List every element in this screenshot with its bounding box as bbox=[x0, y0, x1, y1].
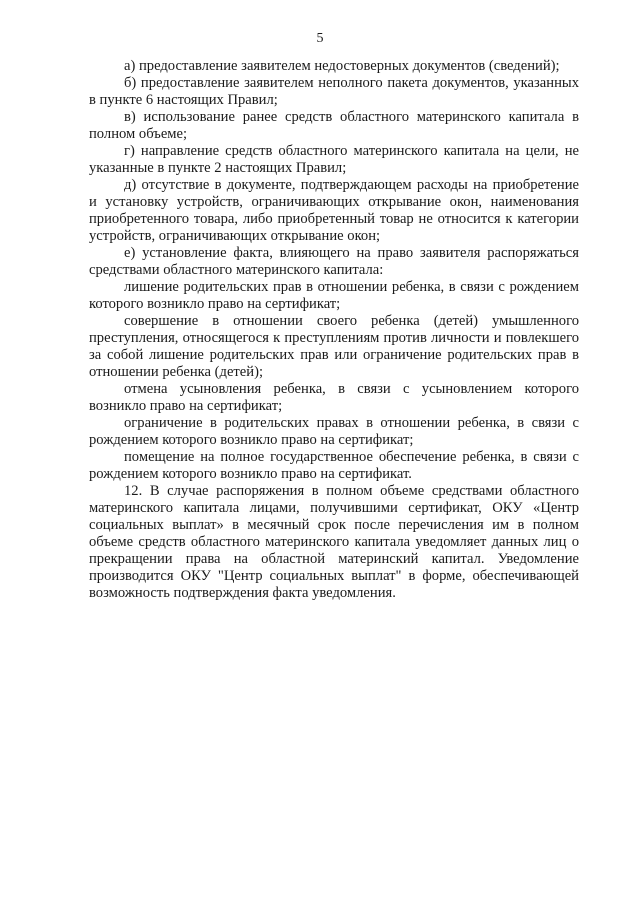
paragraph-12: 12. В случае распоряжения в полном объеме средствами областного материнского капитала лицами, получившими сертификат, ОКУ «Центр социальных выплат» в месячный срок после перечисления им в полном объеме средств областного материнского капитала уведомляет данных лиц о прекращении права на областной материнский капитал. Уведомление производится ОКУ "Центр социальных выплат" в форме, обеспечивающей возможность подтверждения факта уведомления. bbox=[89, 483, 579, 601]
paragraph-g: г) направление средств областного материнского капитала на цели, не указанные в пункте 2 настоящих Правил; bbox=[89, 143, 579, 176]
paragraph-crime: совершение в отношении своего ребенка (детей) умышленного преступления, относящегося к преступлениям против личности и повлекшего за собой лишение родительских прав или ограничение родительских прав в отношении ребенка (детей); bbox=[89, 313, 579, 380]
paragraph-e: е) установление факта, влияющего на право заявителя распоряжаться средствами областного материнского капитала: bbox=[89, 245, 579, 278]
paragraph-adoption-cancel: отмена усыновления ребенка, в связи с усыновлением которого возникло право на сертификат; bbox=[89, 381, 579, 414]
paragraph-a: а) предоставление заявителем недостоверных документов (сведений); bbox=[124, 58, 560, 74]
page-number: 5 bbox=[316, 31, 324, 46]
document-body bbox=[89, 58, 579, 602]
paragraph-d: д) отсутствие в документе, подтверждающем расходы на приобретение и установку устройств, ограничивающих открывание окон, наименования приобретенного товара, либо приобретенный товар не относится к категории устройств, ограничивающих открывание окон; bbox=[89, 177, 579, 244]
paragraph-deprivation: лишение родительских прав в отношении ребенка, в связи с рождением которого возникло право на сертификат; bbox=[89, 279, 579, 312]
paragraph-b: б) предоставление заявителем неполного пакета документов, указанных в пункте 6 настоящих Правил; bbox=[89, 75, 579, 108]
paragraph-v: в) использование ранее средств областного материнского капитала в полном объеме; bbox=[89, 109, 579, 142]
paragraph-restriction: ограничение в родительских правах в отношении ребенка, в связи с рождением которого возникло право на сертификат; bbox=[89, 415, 579, 448]
paragraph-state-care: помещение на полное государственное обеспечение ребенка, в связи с рождением которого возникло право на сертификат. bbox=[89, 449, 579, 482]
